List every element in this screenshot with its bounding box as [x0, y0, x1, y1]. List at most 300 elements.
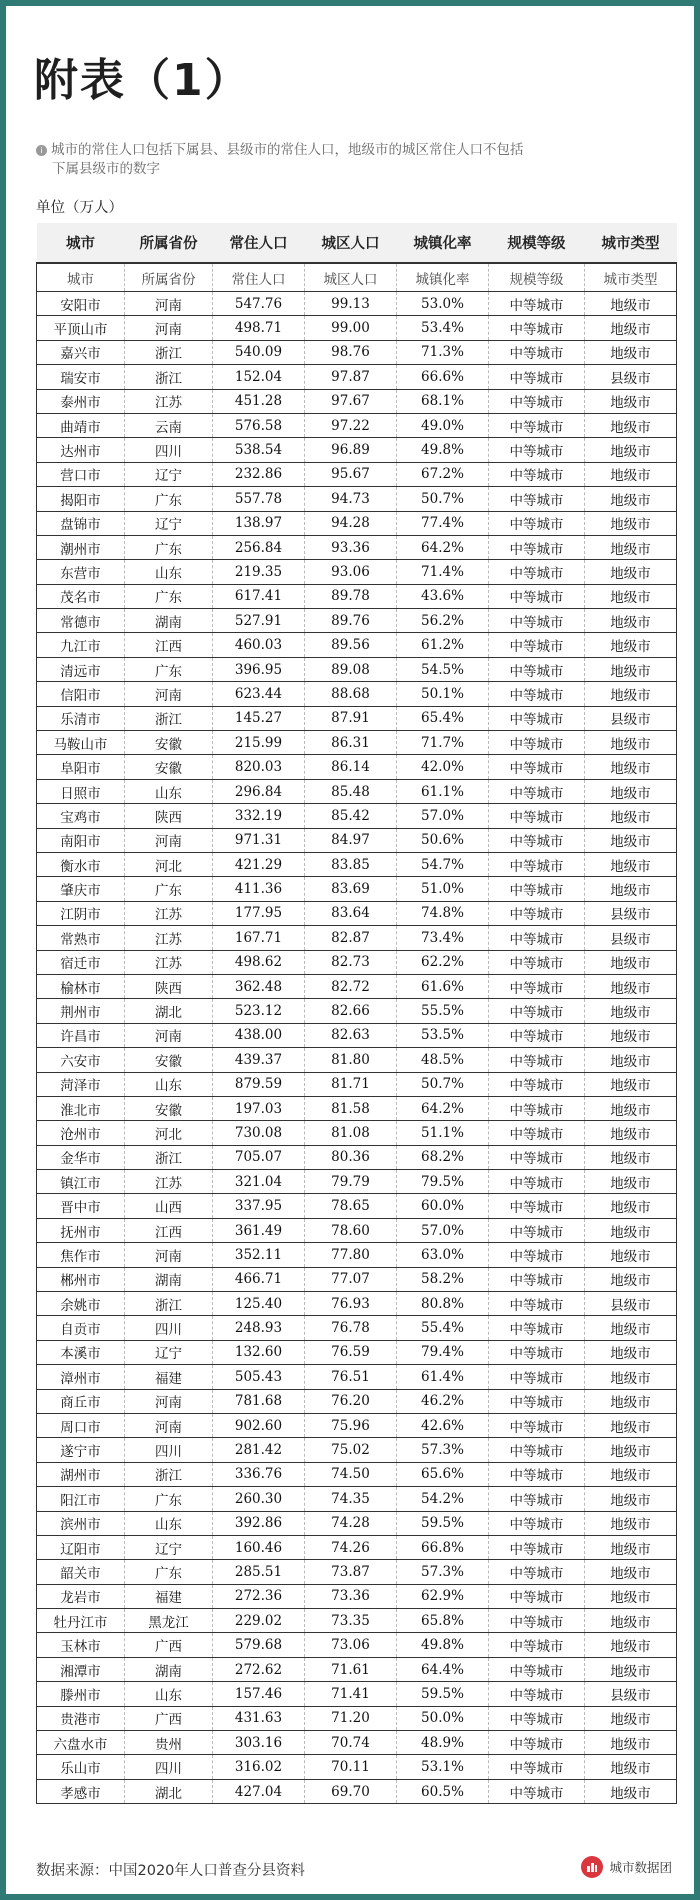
table-cell: 71.61	[305, 1657, 397, 1681]
table-cell: 中等城市	[489, 1243, 585, 1267]
table-cell: 中等城市	[489, 950, 585, 974]
table-cell: 84.97	[305, 828, 397, 852]
table-cell: 中等城市	[489, 560, 585, 584]
table-cell: 中等城市	[489, 1389, 585, 1413]
table-cell: 78.60	[305, 1218, 397, 1242]
table-row	[37, 828, 677, 852]
table-cell: 中等城市	[489, 1194, 585, 1218]
table-cell: 81.08	[305, 1121, 397, 1145]
table-cell: 中等城市	[489, 1609, 585, 1633]
table-cell: 江苏	[125, 389, 213, 413]
table-cell: 余姚市	[37, 1292, 125, 1316]
table-cell: 971.31	[213, 828, 305, 852]
table-cell: 54.7%	[397, 852, 489, 876]
table-cell: 地级市	[585, 1657, 677, 1681]
table-cell: 中等城市	[489, 1706, 585, 1730]
brand	[581, 1856, 672, 1878]
table-cell: 89.56	[305, 633, 397, 657]
subheader-cell: 城市	[37, 263, 125, 292]
table-cell: 623.44	[213, 682, 305, 706]
table-cell: 76.51	[305, 1365, 397, 1389]
table-cell: 中等城市	[489, 413, 585, 437]
table-cell: 中等城市	[489, 1755, 585, 1779]
table-cell: 中等城市	[489, 731, 585, 755]
table-cell: 705.07	[213, 1145, 305, 1169]
table-cell: 地级市	[585, 731, 677, 755]
table-cell: 138.97	[213, 511, 305, 535]
table-cell: 地级市	[585, 1340, 677, 1364]
table-cell: 83.69	[305, 877, 397, 901]
table-row	[37, 999, 677, 1023]
table-cell: 54.5%	[397, 657, 489, 681]
table-cell: 陕西	[125, 804, 213, 828]
table-cell: 中等城市	[489, 1487, 585, 1511]
table-cell: 87.91	[305, 706, 397, 730]
table-cell: 地级市	[585, 779, 677, 803]
table-cell: 周口市	[37, 1413, 125, 1437]
table-cell: 中等城市	[489, 1682, 585, 1706]
table-cell: 地级市	[585, 1438, 677, 1462]
subheader-cell: 常住人口	[213, 263, 305, 292]
table-row	[37, 682, 677, 706]
brand-logo-icon	[581, 1856, 603, 1878]
table-cell: 地级市	[585, 340, 677, 364]
table-cell: 83.64	[305, 901, 397, 925]
table-row	[37, 340, 677, 364]
table-cell: 镇江市	[37, 1170, 125, 1194]
table-cell: 53.1%	[397, 1755, 489, 1779]
table-cell: 南阳市	[37, 828, 125, 852]
table-row	[37, 316, 677, 340]
table-cell: 431.63	[213, 1706, 305, 1730]
table-cell: 82.87	[305, 926, 397, 950]
table-cell: 57.3%	[397, 1560, 489, 1584]
table-cell: 421.29	[213, 852, 305, 876]
table-cell: 498.71	[213, 316, 305, 340]
table-cell: 中等城市	[489, 340, 585, 364]
table-cell: 云南	[125, 413, 213, 437]
table-cell: 中等城市	[489, 1267, 585, 1291]
table-cell: 54.2%	[397, 1487, 489, 1511]
table-cell: 常德市	[37, 609, 125, 633]
table-cell: 62.2%	[397, 950, 489, 974]
table-row	[37, 1096, 677, 1120]
table-cell: 99.13	[305, 292, 397, 316]
table-cell: 地级市	[585, 1096, 677, 1120]
header-urbanization: 城镇化率	[397, 223, 489, 263]
table-cell: 衡水市	[37, 852, 125, 876]
table-cell: 辽宁	[125, 462, 213, 486]
table-cell: 466.71	[213, 1267, 305, 1291]
table-cell: 538.54	[213, 438, 305, 462]
table-cell: 79.4%	[397, 1340, 489, 1364]
table-cell: 272.62	[213, 1657, 305, 1681]
table-cell: 902.60	[213, 1413, 305, 1437]
table-cell: 71.20	[305, 1706, 397, 1730]
table-row	[37, 413, 677, 437]
table-cell: 60.0%	[397, 1194, 489, 1218]
table-cell: 福建	[125, 1365, 213, 1389]
table-cell: 438.00	[213, 1023, 305, 1047]
subheader-cell: 城镇化率	[397, 263, 489, 292]
table-cell: 296.84	[213, 779, 305, 803]
table-cell: 215.99	[213, 731, 305, 755]
table-cell: 抚州市	[37, 1218, 125, 1242]
table-cell: 地级市	[585, 413, 677, 437]
table-cell: 82.73	[305, 950, 397, 974]
table-cell: 清远市	[37, 657, 125, 681]
table-cell: 576.58	[213, 413, 305, 437]
page-title: 附表（1）	[34, 55, 251, 106]
table-cell: 地级市	[585, 1731, 677, 1755]
table-cell: 60.5%	[397, 1779, 489, 1803]
table-cell: 中等城市	[489, 657, 585, 681]
table-cell: 河南	[125, 316, 213, 340]
table-cell: 六盘水市	[37, 1731, 125, 1755]
table-cell: 219.35	[213, 560, 305, 584]
table-cell: 617.41	[213, 584, 305, 608]
header-resident-pop: 常住人口	[213, 223, 305, 263]
table-cell: 80.36	[305, 1145, 397, 1169]
table-cell: 湘潭市	[37, 1657, 125, 1681]
table-cell: 地级市	[585, 755, 677, 779]
table-cell: 中等城市	[489, 487, 585, 511]
table-cell: 河南	[125, 1023, 213, 1047]
table-cell: 中等城市	[489, 852, 585, 876]
table-cell: 61.4%	[397, 1365, 489, 1389]
table-cell: 乐清市	[37, 706, 125, 730]
table-cell: 中等城市	[489, 535, 585, 559]
table-cell: 辽阳市	[37, 1535, 125, 1559]
info-icon: i	[36, 145, 47, 156]
table-cell: 地级市	[585, 292, 677, 316]
table-cell: 中等城市	[489, 1633, 585, 1657]
table-cell: 81.58	[305, 1096, 397, 1120]
table-cell: 地级市	[585, 584, 677, 608]
table-cell: 盘锦市	[37, 511, 125, 535]
table-cell: 遂宁市	[37, 1438, 125, 1462]
table-cell: 70.11	[305, 1755, 397, 1779]
table-cell: 88.68	[305, 682, 397, 706]
table-cell: 宝鸡市	[37, 804, 125, 828]
table-cell: 157.46	[213, 1682, 305, 1706]
table-cell: 316.02	[213, 1755, 305, 1779]
table-cell: 中等城市	[489, 292, 585, 316]
table-cell: 中等城市	[489, 633, 585, 657]
table-cell: 中等城市	[489, 1023, 585, 1047]
table-cell: 辽宁	[125, 511, 213, 535]
table-cell: 地级市	[585, 1487, 677, 1511]
table-cell: 湖南	[125, 1657, 213, 1681]
table-cell: 65.6%	[397, 1462, 489, 1486]
table-cell: 78.65	[305, 1194, 397, 1218]
table-cell: 272.36	[213, 1584, 305, 1608]
table-cell: 中等城市	[489, 999, 585, 1023]
table-cell: 县级市	[585, 706, 677, 730]
table-cell: 中等城市	[489, 706, 585, 730]
header-scale: 规模等级	[489, 223, 585, 263]
table-cell: 广东	[125, 584, 213, 608]
table-row	[37, 389, 677, 413]
table-cell: 地级市	[585, 389, 677, 413]
table-row	[37, 462, 677, 486]
table-cell: 76.59	[305, 1340, 397, 1364]
table-cell: 77.4%	[397, 511, 489, 535]
table-cell: 中等城市	[489, 1365, 585, 1389]
table-cell: 66.8%	[397, 1535, 489, 1559]
table-cell: 中等城市	[489, 755, 585, 779]
table-cell: 49.8%	[397, 438, 489, 462]
table-cell: 中等城市	[489, 584, 585, 608]
table-row	[37, 487, 677, 511]
table-cell: 95.67	[305, 462, 397, 486]
table-cell: 74.26	[305, 1535, 397, 1559]
table-cell: 郴州市	[37, 1267, 125, 1291]
table-cell: 地级市	[585, 487, 677, 511]
table-row	[37, 1267, 677, 1291]
table-cell: 孝感市	[37, 1779, 125, 1803]
table-row	[37, 1023, 677, 1047]
table-cell: 中等城市	[489, 1462, 585, 1486]
table-cell: 42.0%	[397, 755, 489, 779]
table-cell: 523.12	[213, 999, 305, 1023]
table-cell: 地级市	[585, 1462, 677, 1486]
table-cell: 540.09	[213, 340, 305, 364]
table-row	[37, 657, 677, 681]
table-cell: 晋中市	[37, 1194, 125, 1218]
table-cell: 152.04	[213, 365, 305, 389]
table-cell: 71.4%	[397, 560, 489, 584]
table-cell: 县级市	[585, 365, 677, 389]
table-cell: 256.84	[213, 535, 305, 559]
table-cell: 陕西	[125, 974, 213, 998]
table-cell: 53.5%	[397, 1023, 489, 1047]
table-cell: 河南	[125, 828, 213, 852]
table-cell: 焦作市	[37, 1243, 125, 1267]
table-row	[37, 779, 677, 803]
table-cell: 232.86	[213, 462, 305, 486]
table-cell: 74.8%	[397, 901, 489, 925]
table-cell: 牡丹江市	[37, 1609, 125, 1633]
table-cell: 94.73	[305, 487, 397, 511]
table-cell: 河北	[125, 1121, 213, 1145]
table-cell: 411.36	[213, 877, 305, 901]
table-cell: 77.07	[305, 1267, 397, 1291]
table-row	[37, 633, 677, 657]
table-cell: 50.0%	[397, 1706, 489, 1730]
table-cell: 81.80	[305, 1048, 397, 1072]
table-cell: 76.78	[305, 1316, 397, 1340]
table-cell: 县级市	[585, 1682, 677, 1706]
table-cell: 97.87	[305, 365, 397, 389]
table-cell: 曲靖市	[37, 413, 125, 437]
table-row	[37, 731, 677, 755]
table-cell: 地级市	[585, 633, 677, 657]
table-cell: 浙江	[125, 340, 213, 364]
table-cell: 广东	[125, 877, 213, 901]
table-cell: 山东	[125, 1511, 213, 1535]
table-cell: 中等城市	[489, 1316, 585, 1340]
table-cell: 滨州市	[37, 1511, 125, 1535]
subheader-cell: 规模等级	[489, 263, 585, 292]
table-cell: 地级市	[585, 1609, 677, 1633]
table-cell: 滕州市	[37, 1682, 125, 1706]
table-cell: 茂名市	[37, 584, 125, 608]
table-cell: 安徽	[125, 1048, 213, 1072]
table-cell: 揭阳市	[37, 487, 125, 511]
table-cell: 东营市	[37, 560, 125, 584]
table-cell: 83.85	[305, 852, 397, 876]
table-cell: 66.6%	[397, 365, 489, 389]
table-cell: 地级市	[585, 560, 677, 584]
table-cell: 地级市	[585, 1267, 677, 1291]
table-cell: 97.22	[305, 413, 397, 437]
table-cell: 93.36	[305, 535, 397, 559]
table-cell: 地级市	[585, 1389, 677, 1413]
table-row	[37, 1292, 677, 1316]
table-cell: 淮北市	[37, 1096, 125, 1120]
table-cell: 中等城市	[489, 901, 585, 925]
table-cell: 地级市	[585, 1560, 677, 1584]
table-cell: 781.68	[213, 1389, 305, 1413]
table-cell: 中等城市	[489, 1779, 585, 1803]
table-cell: 山东	[125, 1682, 213, 1706]
table-row	[37, 1389, 677, 1413]
table-cell: 地级市	[585, 950, 677, 974]
table-cell: 地级市	[585, 1048, 677, 1072]
table-cell: 336.76	[213, 1462, 305, 1486]
table-cell: 42.6%	[397, 1413, 489, 1437]
table-cell: 地级市	[585, 1170, 677, 1194]
table-row	[37, 1560, 677, 1584]
table-cell: 地级市	[585, 462, 677, 486]
table-row	[37, 1633, 677, 1657]
table-cell: 460.03	[213, 633, 305, 657]
table-cell: 99.00	[305, 316, 397, 340]
table-cell: 71.7%	[397, 731, 489, 755]
header-city: 城市	[37, 223, 125, 263]
table-cell: 菏泽市	[37, 1072, 125, 1096]
table-cell: 56.2%	[397, 609, 489, 633]
table-cell: 中等城市	[489, 438, 585, 462]
table-cell: 85.42	[305, 804, 397, 828]
table-row	[37, 852, 677, 876]
table-cell: 榆林市	[37, 974, 125, 998]
table-cell: 瑞安市	[37, 365, 125, 389]
table-cell: 145.27	[213, 706, 305, 730]
table-cell: 96.89	[305, 438, 397, 462]
table-cell: 55.5%	[397, 999, 489, 1023]
note-line-1: 城市的常住人口包括下属县、县级市的常住人口，地级市的城区常住人口不包括	[51, 142, 524, 158]
table-row	[37, 1779, 677, 1803]
table-subheader-row	[37, 263, 677, 292]
header-type: 城市类型	[585, 223, 677, 263]
table-cell: 江西	[125, 633, 213, 657]
table-row	[37, 1218, 677, 1242]
table-row	[37, 1340, 677, 1364]
table-cell: 四川	[125, 1438, 213, 1462]
table-cell: 嘉兴市	[37, 340, 125, 364]
table-row	[37, 1584, 677, 1608]
table-cell: 湖州市	[37, 1462, 125, 1486]
table-cell: 地级市	[585, 804, 677, 828]
table-cell: 漳州市	[37, 1365, 125, 1389]
table-cell: 浙江	[125, 1145, 213, 1169]
table-cell: 55.4%	[397, 1316, 489, 1340]
table-cell: 74.50	[305, 1462, 397, 1486]
table-cell: 山东	[125, 560, 213, 584]
brand-name: 城市数据团	[609, 1860, 672, 1875]
table-cell: 527.91	[213, 609, 305, 633]
table-cell: 57.0%	[397, 1218, 489, 1242]
table-cell: 四川	[125, 438, 213, 462]
table-cell: 地级市	[585, 1316, 677, 1340]
table-row	[37, 1438, 677, 1462]
table-cell: 河南	[125, 682, 213, 706]
table-cell: 乐山市	[37, 1755, 125, 1779]
table-cell: 地级市	[585, 1365, 677, 1389]
note-line-2: 下属县级市的数字	[52, 161, 160, 177]
table-cell: 73.06	[305, 1633, 397, 1657]
table-cell: 498.62	[213, 950, 305, 974]
table-cell: 80.8%	[397, 1292, 489, 1316]
table-cell: 中等城市	[489, 877, 585, 901]
table-cell: 50.6%	[397, 828, 489, 852]
table-cell: 77.80	[305, 1243, 397, 1267]
table-cell: 57.0%	[397, 804, 489, 828]
table-cell: 86.31	[305, 731, 397, 755]
table-cell: 89.78	[305, 584, 397, 608]
table-cell: 荆州市	[37, 999, 125, 1023]
table-cell: 132.60	[213, 1340, 305, 1364]
table-row	[37, 1487, 677, 1511]
table-cell: 73.35	[305, 1609, 397, 1633]
table-cell: 64.2%	[397, 535, 489, 559]
table-cell: 97.67	[305, 389, 397, 413]
table-body	[37, 263, 677, 1804]
table-cell: 61.2%	[397, 633, 489, 657]
table-cell: 中等城市	[489, 511, 585, 535]
table-cell: 中等城市	[489, 316, 585, 340]
table-cell: 广东	[125, 535, 213, 559]
table-header-row	[37, 223, 677, 263]
table-cell: 中等城市	[489, 462, 585, 486]
table-cell: 48.9%	[397, 1731, 489, 1755]
table-row	[37, 292, 677, 316]
table-cell: 玉林市	[37, 1633, 125, 1657]
table-cell: 地级市	[585, 828, 677, 852]
table-cell: 湖北	[125, 1779, 213, 1803]
table-cell: 地级市	[585, 609, 677, 633]
table-cell: 71.3%	[397, 340, 489, 364]
content-card	[6, 6, 694, 1894]
table-cell: 285.51	[213, 1560, 305, 1584]
table-row	[37, 1755, 677, 1779]
table-cell: 地级市	[585, 1706, 677, 1730]
table-cell: 73.87	[305, 1560, 397, 1584]
table-cell: 中等城市	[489, 1413, 585, 1437]
table-cell: 73.36	[305, 1584, 397, 1608]
table-cell: 46.2%	[397, 1389, 489, 1413]
table-row	[37, 535, 677, 559]
table-cell: 98.76	[305, 340, 397, 364]
table-cell: 70.74	[305, 1731, 397, 1755]
table-row	[37, 1243, 677, 1267]
table-row	[37, 926, 677, 950]
table-cell: 地级市	[585, 1121, 677, 1145]
table-cell: 湖北	[125, 999, 213, 1023]
table-cell: 地级市	[585, 877, 677, 901]
